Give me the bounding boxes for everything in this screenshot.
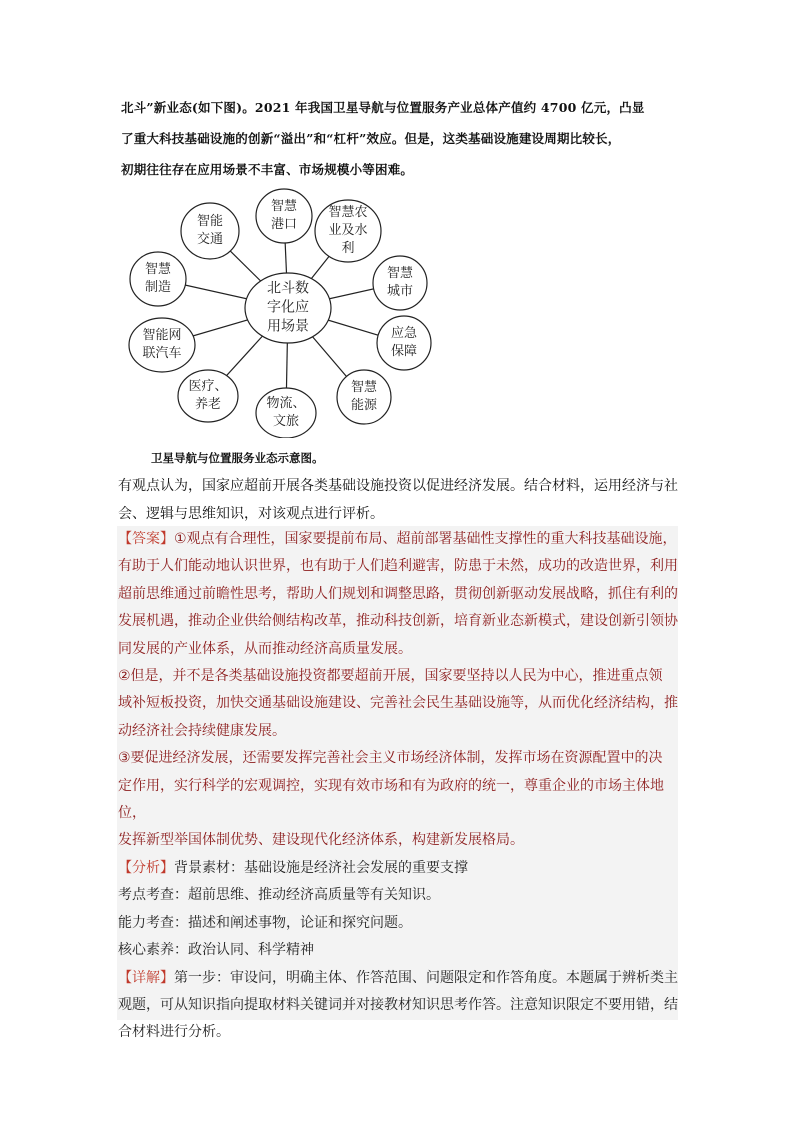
intro-line: 了重大科技基础设施的创新“溢出”和“杠杆”效应。但是，这类基础设施建设周期比较长， [121,131,621,146]
answer-section [117,526,678,1041]
node-smart-transport: 智能 交通 [196,214,224,247]
answer-line: ①观点有合理性，国家要提前布局、超前部署基础性支撑性的重大科技基础设施， [174,531,677,547]
analysis-line: 能力考查：描述和阐述事物，论证和探究问题。 [118,914,412,931]
node-logistics-tourism: 物流、 文旅 [266,396,306,429]
intro-paragraph [121,92,693,185]
answer-line: 动经济社会持续健康发展。 [118,722,286,739]
analysis-line: 核心素养：政治认同、科学精神 [118,942,314,959]
node-smart-manufacturing: 智慧 制造 [144,262,172,295]
intro-line: 初期往往存在应用场景不丰富、市场规模小等困难。 [121,162,414,177]
detail-line: 第一步：审设问，明确主体、作答范围、问题限定和作答角度。本题属于辨析类主 [174,969,678,986]
detail-section [118,965,678,992]
answer-line: 同发展的产业体系，从而推动经济高质量发展。 [118,640,412,657]
node-smart-agriculture: 智慧农 业及水 利 [328,205,368,256]
diagram-caption: 卫星导航与位置服务业态示意图。 [151,451,324,465]
detail-line: 合材料进行分析。 [118,1024,230,1041]
answer-line: 定作用，实行科学的宏观调控，实现有效市场和有为政府的统一，尊重企业的市场主体地位， [118,777,664,822]
analysis-section [118,855,678,882]
intro-line: 北斗”新业态(如下图)。2021 年我国卫星导航与位置服务产业总体产值约 4700 亿元，凸显 [121,100,645,115]
answer-tag: 【答案】 [118,531,174,547]
analysis-line: 考点考查：超前思维、推动经济高质量等有关知识。 [118,887,440,904]
question-line: 有观点认为，国家应超前开展各类基础设施投资以促进经济发展。结合材料，运用经济与社 [118,478,678,494]
node-emergency: 应急 保障 [390,326,418,359]
node-smart-city: 智慧 城市 [386,266,414,299]
beidou-application-diagram [118,180,458,438]
node-smart-port: 智慧 港口 [270,199,298,232]
node-smart-energy: 智慧 能源 [350,380,378,413]
answer-line: 发展机遇，推动企业供给侧结构改革，推动科技创新，培育新业态新模式，建设创新引领协 [118,613,678,630]
detail-line: 观题，可从知识指向提取材料关键词并对接教材知识思考作答。注意知识限定不要用错，结 [118,996,678,1013]
question-text [118,472,688,528]
analysis-line: 背景素材：基础设施是经济社会发展的重要支撑 [174,859,468,876]
center-node-label: 北斗数 字化应 用场景 [267,280,309,335]
answer-point-1 [118,526,678,553]
detail-tag: 【详解】 [118,969,174,986]
answer-line: 超前思维通过前瞻性思考，帮助人们规划和调整思路，贯彻创新驱动发展战略，抓住有利的 [118,585,678,602]
answer-point-3: ③要促进经济发展，还需要发挥完善社会主义市场经济体制，发挥市场在资源配置中的决 [118,750,663,767]
answer-line: 域补短板投资，加快交通基础设施建设、完善社会民生基础设施等，从而优化经济结构，推 [118,695,678,712]
answer-line: 有助于人们能动地认识世界，也有助于人们趋利避害，防患于未然，成功的改造世界，利用 [118,558,678,575]
node-connected-vehicles: 智能网 联汽车 [142,328,182,361]
node-medical-elderly: 医疗、 养老 [188,379,228,412]
analysis-tag: 【分析】 [118,859,174,876]
question-line: 会、逻辑与思维知识，对该观点进行评析。 [118,506,384,522]
answer-line: 发挥新型举国体制优势、建设现代化经济体系，构建新发展格局。 [118,832,524,849]
answer-point-2: ②但是，并不是各类基础设施投资都要超前开展，国家要坚持以人民为中心，推进重点领 [118,668,663,685]
